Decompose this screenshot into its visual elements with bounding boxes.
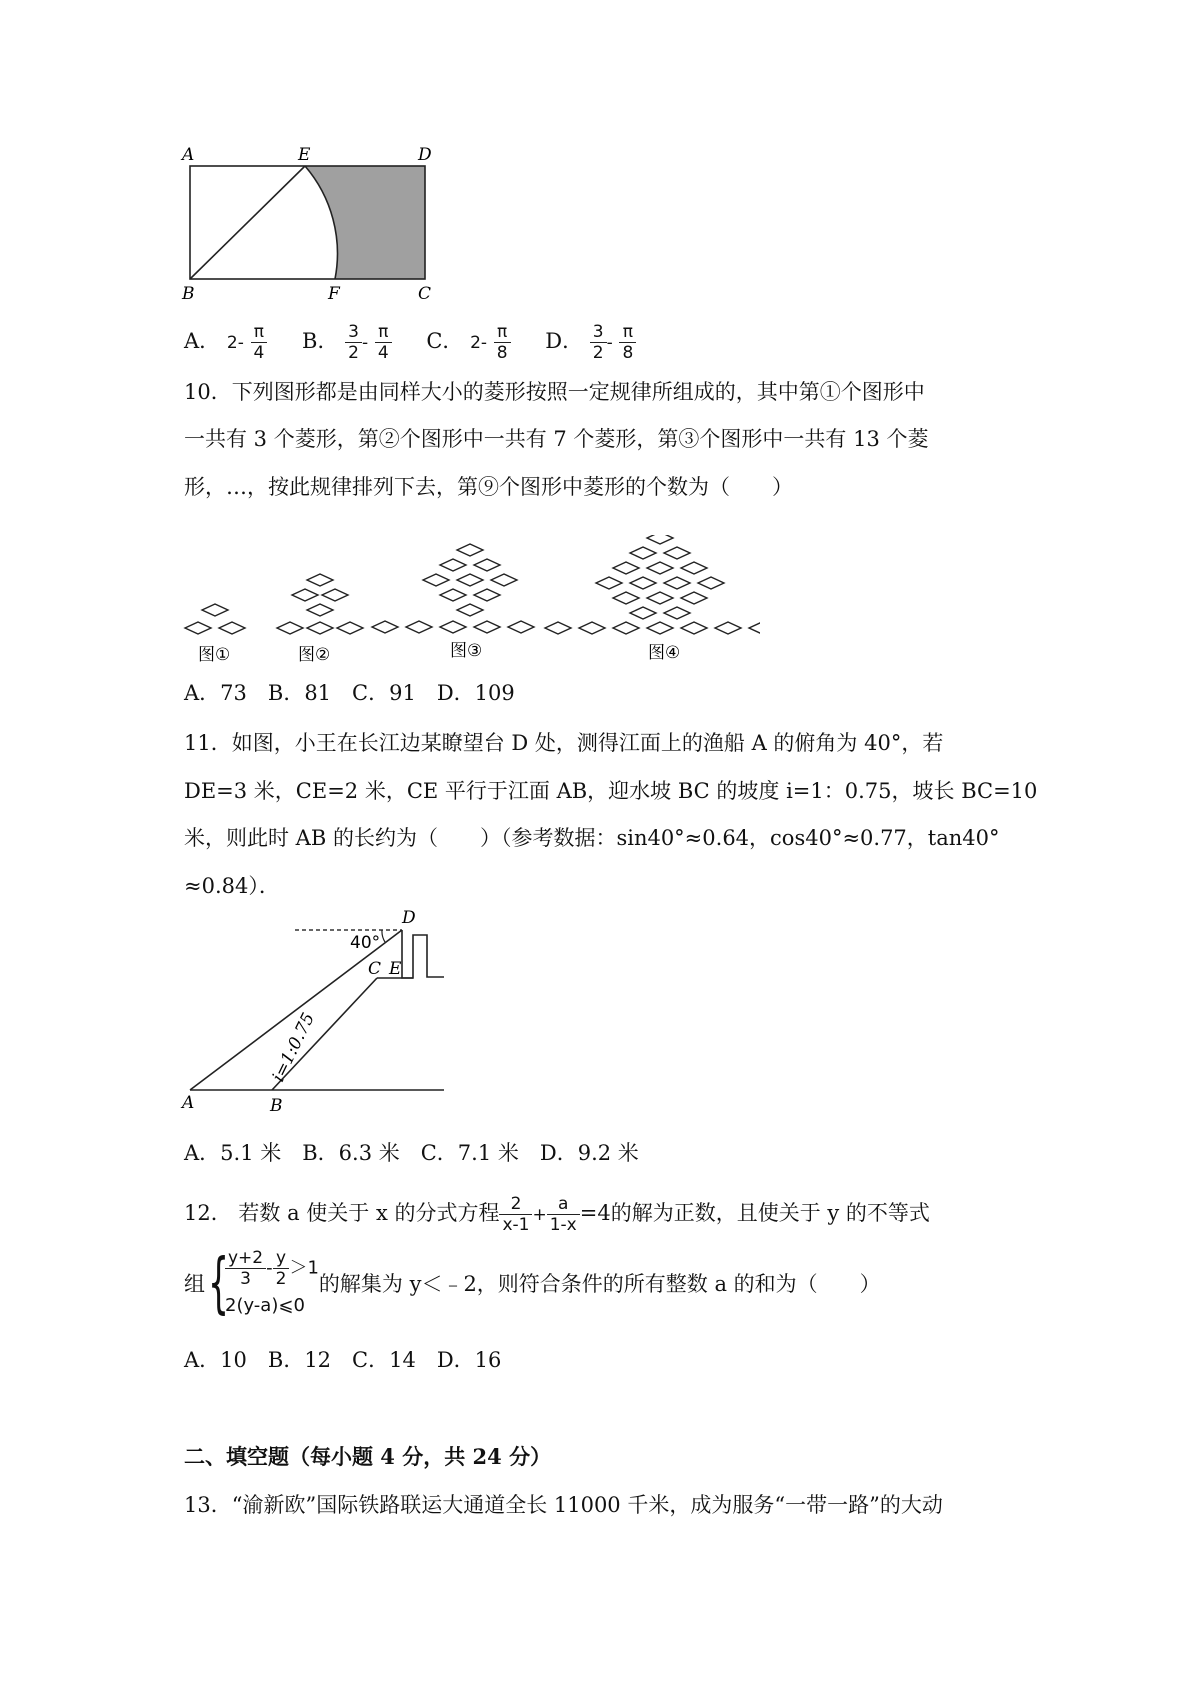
rhombus-patterns xyxy=(180,535,760,670)
rhombus xyxy=(630,577,656,589)
rhombus xyxy=(491,574,517,586)
q10-line-1: 10．下列图形都是由同样大小的菱形按照一定规律所组成的，其中第①个图形中 xyxy=(184,380,925,404)
q10-figure xyxy=(180,535,760,670)
rhombus xyxy=(277,622,303,634)
q10-options: A．73 B．81 C．91 D．109 xyxy=(184,681,515,705)
rhombus xyxy=(630,607,656,619)
rhombus xyxy=(337,622,363,634)
q11-line-1: 11．如图，小王在长江边某瞭望台 D 处，测得江面上的渔船 A 的俯角为 40°，若 xyxy=(184,731,944,755)
rhombus xyxy=(474,559,500,571)
label-b: B xyxy=(270,1096,283,1116)
sight-line-ad xyxy=(190,930,402,1090)
slope-label: i=1:0.75 xyxy=(268,1009,319,1086)
label-e: E xyxy=(298,145,311,165)
rhombus xyxy=(440,589,466,601)
q9-options: A． 2- $\frac{\pi}{4}$ B． $\frac{3}{2}$ - $\frac{\pi}{4}$ C． 2- $\frac{\pi}{8}$ D． $\frac{3}{2}$ - $\frac{\pi}{8}$ xyxy=(184,318,664,366)
rhombus xyxy=(664,607,690,619)
caption-fig-2: 图② xyxy=(298,645,331,665)
label-a: A xyxy=(182,1093,195,1113)
rhombus xyxy=(681,592,707,604)
rectangle-arc-diagram xyxy=(180,144,440,304)
label-d: D xyxy=(402,908,416,928)
angle-arc xyxy=(382,930,385,942)
rhombus xyxy=(219,622,245,634)
caption-fig-3: 图③ xyxy=(450,641,483,661)
rhombus xyxy=(681,562,707,574)
rhombus xyxy=(664,547,690,559)
q10-line-2: 一共有 3 个菱形，第②个图形中一共有 7 个菱形，第③个图形中一共有 13 个菱 xyxy=(184,427,929,451)
rhombus xyxy=(406,621,432,633)
label-c: C xyxy=(418,284,432,304)
label-f: F xyxy=(328,284,340,304)
rhombus xyxy=(457,574,483,586)
brace: { xyxy=(208,1244,229,1321)
section-2-heading: 二、填空题（每小题 4 分，共 24 分） xyxy=(184,1444,552,1469)
rhombus xyxy=(322,589,348,601)
rhombus xyxy=(698,577,724,589)
rhombus xyxy=(664,577,690,589)
rhombus xyxy=(307,574,333,586)
q11-line-3: 米，则此时 AB 的长约为（ ）（参考数据：sin40°≈0.64，cos40°≈0.77，tan40° xyxy=(184,826,1000,850)
caption-fig-4: 图④ xyxy=(648,643,681,663)
rhombus xyxy=(647,622,673,634)
rhombus xyxy=(292,589,318,601)
label-b: B xyxy=(182,284,195,304)
rhombus xyxy=(440,621,466,633)
caption-fig-1: 图① xyxy=(198,645,231,665)
rhombus xyxy=(474,589,500,601)
rhombus xyxy=(372,621,398,633)
q12-options: A．10 B．12 C．14 D．16 xyxy=(184,1348,502,1372)
q10-line-3: 形，…，按此规律排列下去，第⑨个图形中菱形的个数为（ ） xyxy=(184,475,793,499)
q9-figure xyxy=(180,144,440,304)
inequality-system: $\frac{y+2}{3}$ - $\frac{y}{2}$ ＞1 2(y-a)⩽0 xyxy=(225,1248,319,1316)
segment-be xyxy=(190,166,305,279)
rhombus xyxy=(715,622,741,634)
rhombus xyxy=(613,592,639,604)
label-e: E xyxy=(389,959,402,979)
rhombus xyxy=(647,562,673,574)
angle-label: 40° xyxy=(350,933,381,953)
q13-line-1: 13．“渝新欧”国际铁路联运大通道全长 11000 千米，成为服务“一带一路”的大动 xyxy=(184,1493,943,1517)
rhombus xyxy=(647,592,673,604)
q11-figure xyxy=(180,905,450,1120)
q12-line-2: 组 { $\frac{y+2}{3}$ - $\frac{y}{2}$ ＞1 2(y-a)⩽0 的解集为 y＜﹣2，则符合条件的所有整数 a 的和为（ ） xyxy=(184,1244,881,1321)
rhombus xyxy=(613,562,639,574)
q12-line-1: 12． 若数 a 使关于 x 的分式方程 $\frac{2}{x-1}$ + $\frac{a}{1-x}$ =4的解为正数，且使关于 y 的不等式 xyxy=(184,1194,930,1235)
label-d: D xyxy=(418,145,432,165)
rhombus xyxy=(630,547,656,559)
label-a: A xyxy=(182,145,195,165)
rhombus xyxy=(423,574,449,586)
rhombus xyxy=(185,622,211,634)
rhombus xyxy=(440,559,466,571)
watchtower-diagram xyxy=(180,905,450,1120)
rhombus xyxy=(457,604,483,616)
rhombus xyxy=(579,622,605,634)
rhombus xyxy=(545,622,571,634)
q11-options: A．5.1 米 B．6.3 米 C．7.1 米 D．9.2 米 xyxy=(184,1141,639,1165)
rhombus xyxy=(474,621,500,633)
rhombus xyxy=(613,622,639,634)
rhombus xyxy=(681,622,707,634)
rhombus xyxy=(508,621,534,633)
rhombus xyxy=(457,544,483,556)
q11-line-2: DE=3 米，CE=2 米，CE 平行于江面 AB，迎水坡 BC 的坡度 i=1：0.75，坡长 BC=10 xyxy=(184,779,1038,803)
rhombus xyxy=(202,604,228,616)
rhombus xyxy=(596,577,622,589)
rhombus xyxy=(307,604,333,616)
label-c: C xyxy=(368,959,382,979)
tower-outline xyxy=(402,930,444,978)
rhombus xyxy=(307,622,333,634)
rhombus xyxy=(749,622,760,634)
shaded-region xyxy=(305,166,425,279)
q11-line-4: ≈0.84）． xyxy=(184,874,280,898)
rhombus xyxy=(647,535,673,544)
